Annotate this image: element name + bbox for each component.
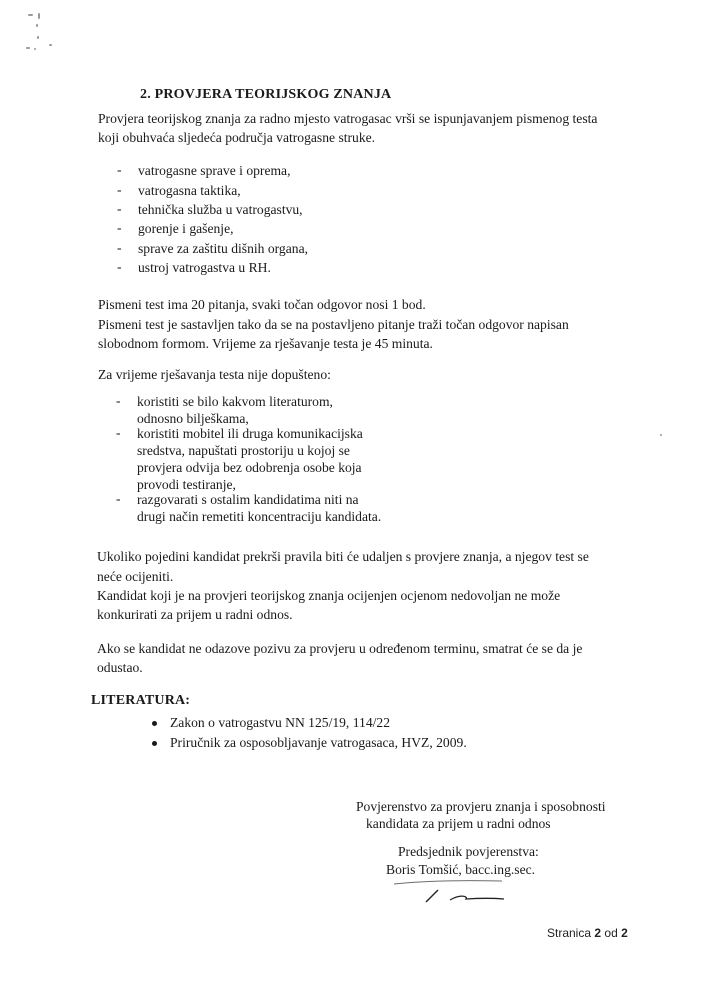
committee-line: kandidata za prijem u radni odnos — [366, 816, 551, 831]
area-item: vatrogasne sprave i oprema, — [138, 163, 291, 178]
literature-heading: LITERATURA: — [91, 693, 191, 708]
intro-line: koji obuhvaća sljedeća područja vatrogasne struke. — [98, 130, 376, 145]
rules-line: neće ocijeniti. — [97, 569, 174, 584]
scan-speck — [660, 434, 662, 436]
test-info-line: slobodnom formom. Vrijeme za rješavanje testa je 45 minuta. — [98, 336, 433, 351]
chair-name: Boris Tomšić, bacc.ing.sec. — [386, 862, 536, 877]
test-info-line: Pismeni test je sastavljen tako da se na postavljeno pitanje traži točan odgovor napisan — [98, 317, 569, 332]
forbidden-item-line: odnosno bilješkama, — [137, 411, 249, 426]
scan-speck — [49, 44, 52, 46]
scan-speck — [36, 24, 38, 27]
literature-item: Priručnik za osposobljavanje vatrogasaca, HVZ, 2009. — [170, 735, 467, 750]
forbidden-item-line: koristiti mobitel ili druga komunikacijska — [137, 426, 363, 441]
forbidden-item-line: drugi način remetiti koncentraciju kandidata. — [137, 509, 382, 524]
chair-label: Predsjednik povjerenstva: — [398, 844, 539, 859]
literature-item: Zakon o vatrogastvu NN 125/19, 114/22 — [170, 715, 390, 730]
page-number — [547, 925, 628, 942]
dash-marker: - — [117, 220, 122, 235]
dash-marker: - — [117, 240, 122, 255]
area-item: sprave za zaštitu dišnih organa, — [138, 241, 308, 256]
section-heading: 2. PROVJERA TEORIJSKOG ZNANJA — [140, 87, 392, 102]
intro-line: Provjera teorijskog znanja za radno mjesto vatrogasac vrši se ispunjavanjem pismenog testa — [98, 111, 598, 126]
absence-line: Ako se kandidat ne odazove pozivu za provjeru u određenom terminu, smatrat će se da je — [97, 641, 583, 656]
forbidden-item-line: razgovarati s ostalim kandidatima niti na — [137, 492, 359, 507]
scan-speck — [28, 14, 33, 16]
handwritten-signature — [392, 874, 522, 908]
rules-line: konkurirati za prijem u radni odnos. — [97, 607, 293, 622]
dash-marker: - — [116, 393, 121, 408]
page-label: Stranica — [547, 926, 592, 940]
area-item: tehnička služba u vatrogastvu, — [138, 202, 303, 217]
area-item: ustroj vatrogastva u RH. — [138, 260, 271, 275]
test-info-line: Pismeni test ima 20 pitanja, svaki točan odgovor nosi 1 bod. — [98, 297, 426, 312]
rules-line: Kandidat koji je na provjeri teorijskog znanja ocijenjen ocjenom nedovoljan ne može — [97, 588, 561, 603]
scan-speck — [34, 48, 36, 50]
bullet-dot — [152, 741, 157, 746]
forbidden-intro: Za vrijeme rješavanja testa nije dopušteno: — [98, 367, 331, 382]
absence-line: odustao. — [97, 660, 143, 675]
bullet-dot — [152, 721, 157, 726]
forbidden-item-line: koristiti se bilo kakvom literaturom, — [137, 394, 333, 409]
area-item: gorenje i gašenje, — [138, 221, 234, 236]
area-item: vatrogasna taktika, — [138, 183, 241, 198]
dash-marker: - — [117, 182, 122, 197]
scan-speck — [26, 47, 30, 49]
page-total: 2 — [621, 926, 628, 940]
forbidden-item-line: sredstva, napuštati prostoriju u kojoj se — [137, 443, 350, 458]
rules-line: Ukoliko pojedini kandidat prekrši pravila biti će udaljen s provjere znanja, a njegov test se — [97, 549, 589, 564]
forbidden-item-line: provodi testiranje, — [137, 477, 236, 492]
dash-marker: - — [117, 259, 122, 274]
dash-marker: - — [117, 162, 122, 177]
page-current: 2 — [594, 926, 602, 940]
dash-marker: - — [116, 425, 121, 440]
scan-speck — [38, 13, 40, 19]
dash-marker: - — [116, 491, 121, 506]
dash-marker: - — [117, 201, 122, 216]
committee-line: Povjerenstvo za provjeru znanja i sposobnosti — [356, 799, 606, 814]
forbidden-item-line: provjera odvija bez odobrenja osobe koja — [137, 460, 362, 475]
page-of: od — [604, 926, 618, 940]
scan-speck — [37, 36, 39, 39]
